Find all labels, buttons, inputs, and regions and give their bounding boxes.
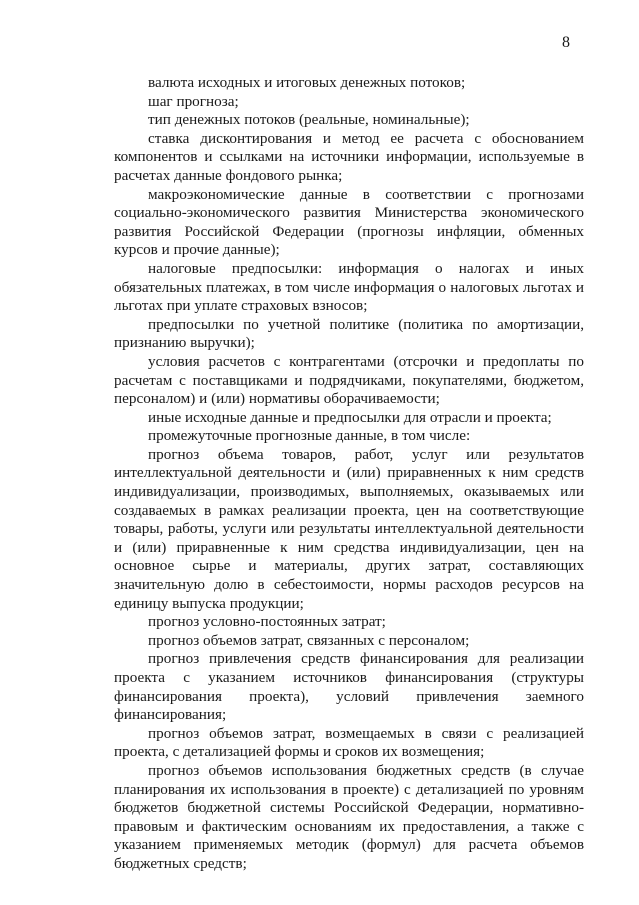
paragraph: прогноз объема товаров, работ, услуг или результатов интеллектуальной деятельности и (или) приравненных к ним средств индивидуализации, производимых, выполняемых, оказываемых или создаваемых в рамках реализации проекта, цен на соответствующие товары, работы, услуги или результаты интеллектуальной деятельности и (или) приравненные к ним средства индивидуализации, цен на основное сырье и материалы, других затрат, составляющих значительную долю в себестоимости, нормы расходов ресурсов на единицу выпуска продукции;	[114, 445, 584, 612]
paragraph: макроэкономические данные в соответствии с прогнозами социально-экономического развития Министерства экономического развития Российской Федерации (прогнозы инфляции, обменных курсов и прочие данные);	[114, 185, 584, 259]
paragraph: налоговые предпосылки: информация о налогах и иных обязательных платежах, в том числе информация о налоговых льготах и льготах при уплате страховых взносов;	[114, 259, 584, 315]
paragraph: иные исходные данные и предпосылки для отрасли и проекта;	[148, 408, 552, 426]
paragraph: прогноз условно-постоянных затрат;	[148, 613, 386, 631]
paragraph: прогноз привлечения средств финансирования для реализации проекта с указанием источников финансирования (структуры финансирования проекта), условий привлечения заемного финансирования;	[114, 650, 584, 724]
paragraph: предпосылки по учетной политике (политика по амортизации, признанию выручки);	[114, 315, 584, 352]
paragraph: валюта исходных и итоговых денежных потоков;	[148, 74, 466, 91]
paragraph: прогноз объемов затрат, связанных с персоналом;	[148, 631, 470, 649]
paragraph: условия расчетов с контрагентами (отсрочки и предоплаты по расчетам с поставщиками и подрядчиками, покупателями, бюджетом, персоналом) и (или) нормативы оборачиваемости;	[114, 352, 584, 408]
paragraph: прогноз объемов затрат, возмещаемых в связи с реализацией проекта, с детализацией формы и сроков их возмещения;	[114, 724, 584, 761]
paragraph: шаг прогноза;	[148, 92, 239, 110]
document-body	[114, 74, 584, 874]
page-number: 8	[562, 34, 570, 51]
paragraph: тип денежных потоков (реальные, номинальные);	[148, 111, 470, 129]
paragraph: промежуточные прогнозные данные, в том числе:	[148, 427, 471, 445]
paragraph: прогноз объемов использования бюджетных средств (в случае планирования их использования в проекте) с детализацией по уровням бюджетов бюджетной системы Российской Федерации, нормативно-правовым и фактическим основаниям их предоставления, а также с указанием применяемых методик (формул) для расчета объемов бюджетных средств;	[114, 761, 584, 872]
paragraph: ставка дисконтирования и метод ее расчета с обоснованием компонентов и ссылками на источники информации, используемые в расчетах данные фондового рынка;	[114, 129, 584, 184]
